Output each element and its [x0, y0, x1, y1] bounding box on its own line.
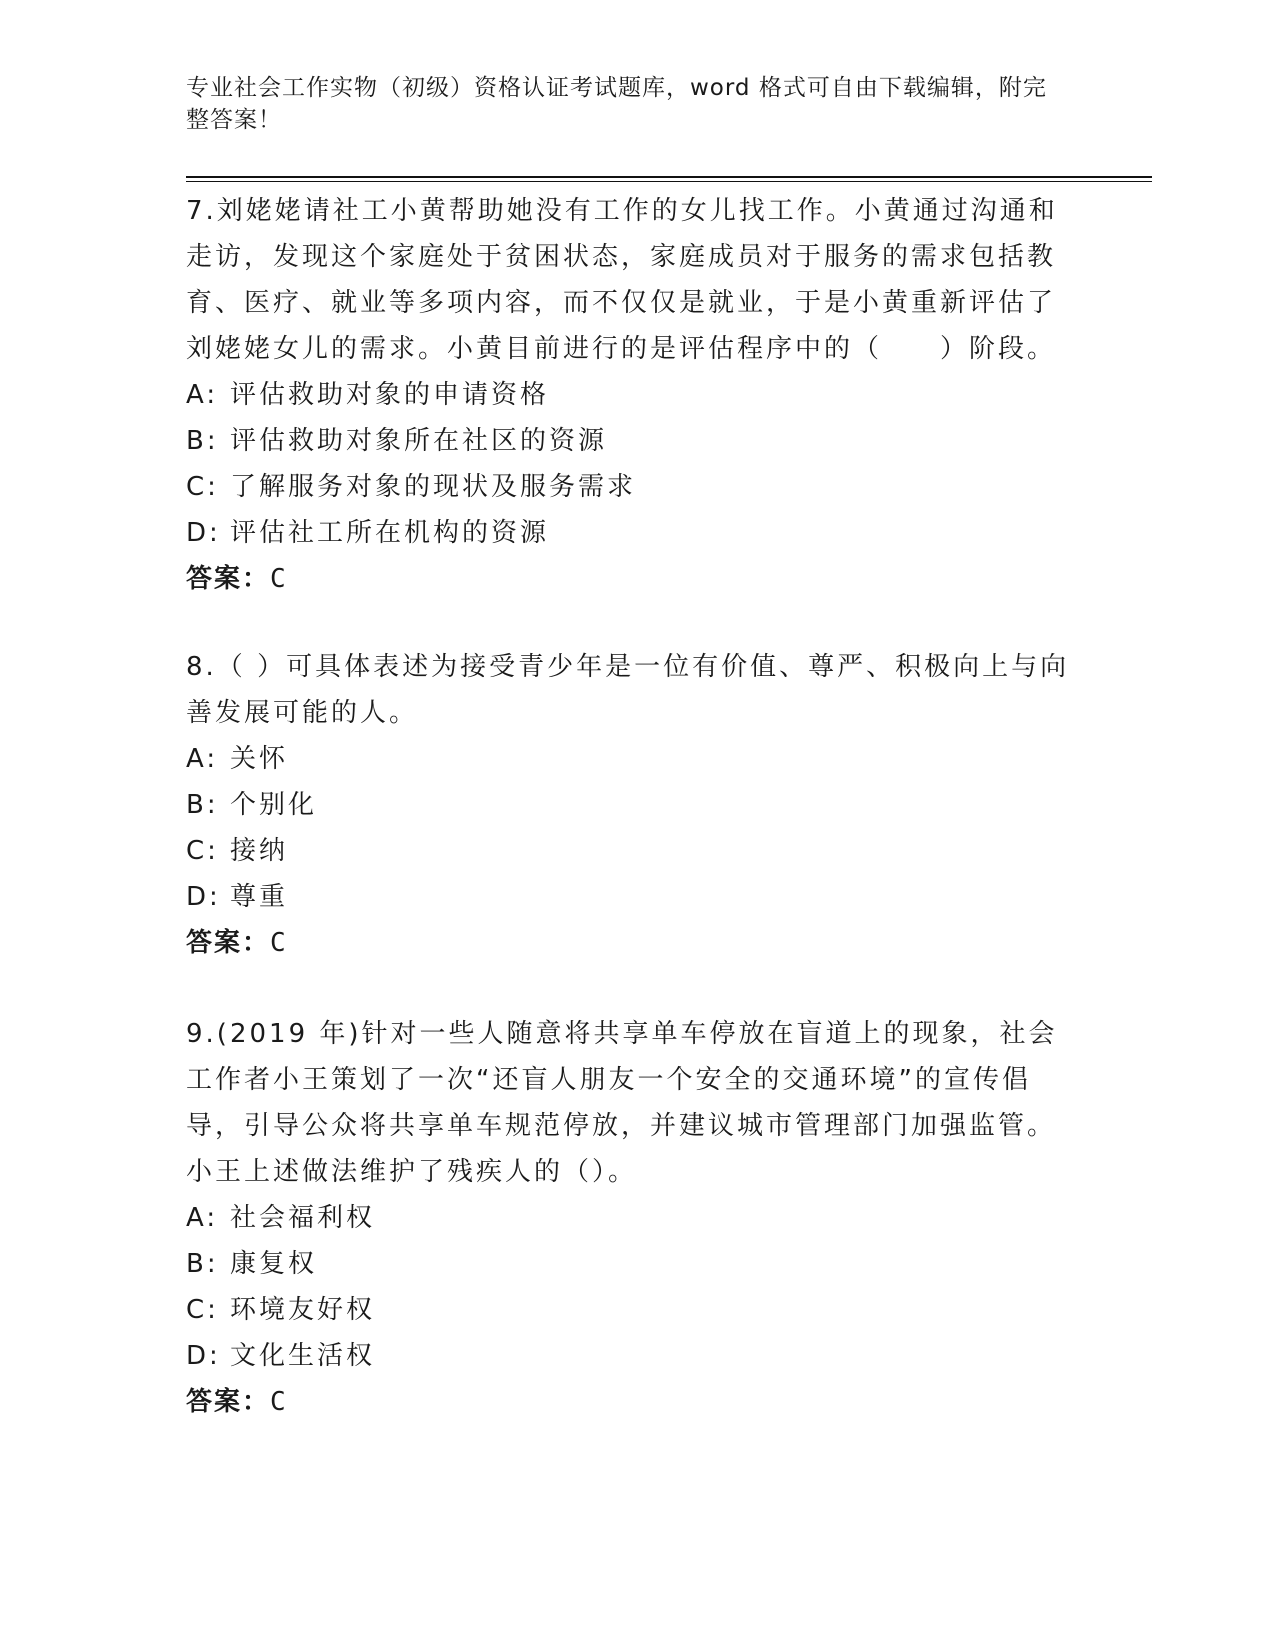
option-text: 尊重 [230, 882, 289, 912]
option-text: 社会福利权 [230, 1203, 376, 1233]
option-a [186, 372, 1076, 418]
option-c [186, 464, 1076, 510]
option-key: B: [186, 790, 219, 820]
option-key: B: [186, 426, 219, 456]
option-key: C: [186, 1295, 219, 1325]
header-rule-thin [186, 181, 1152, 182]
option-text: 评估救助对象的申请资格 [230, 380, 550, 410]
option-key: A: [186, 744, 219, 774]
answer-label: 答案： [186, 564, 271, 594]
option-key: D: [186, 1341, 221, 1371]
option-c [186, 828, 1076, 874]
answer-value: C [270, 928, 288, 958]
option-text: 接纳 [230, 836, 289, 866]
option-b [186, 418, 1076, 464]
option-key: C: [186, 836, 219, 866]
option-a [186, 736, 1076, 782]
answer-value: C [270, 1387, 288, 1417]
option-text: 关怀 [230, 744, 289, 774]
question-7 [186, 188, 1076, 602]
option-key: D: [186, 518, 221, 548]
option-a [186, 1195, 1076, 1241]
answer-line [186, 556, 1076, 602]
option-text: 评估救助对象所在社区的资源 [230, 426, 608, 456]
option-key: C: [186, 472, 219, 502]
question-stem: 8.（ ）可具体表述为接受青少年是一位有价值、尊严、积极向上与向善发展可能的人。 [186, 652, 1070, 728]
question-stem: 7.刘姥姥请社工小黄帮助她没有工作的女儿找工作。小黄通过沟通和走访，发现这个家庭处于贫困状态，家庭成员对于服务的需求包括教育、医疗、就业等多项内容，而不仅仅是就业，于是小黄重新评估了刘姥姥女儿的需求。小黄目前进行的是评估程序中的（ ）阶段。 [186, 196, 1058, 364]
option-d [186, 510, 1076, 556]
answer-label: 答案： [186, 928, 271, 958]
option-b [186, 782, 1076, 828]
option-text: 环境友好权 [230, 1295, 376, 1325]
question-stem: 9.(2019 年)针对一些人随意将共享单车停放在盲道上的现象，社会工作者小王策划了一次“还盲人朋友一个安全的交通环境”的宣传倡导，引导公众将共享单车规范停放，并建议城市管理部门加强监管。小王上述做法维护了残疾人的（）。 [186, 1019, 1058, 1187]
option-key: D: [186, 882, 221, 912]
option-key: B: [186, 1249, 219, 1279]
header-rule-thick [186, 176, 1152, 178]
answer-value: C [270, 564, 288, 594]
option-key: A: [186, 1203, 219, 1233]
option-text: 个别化 [230, 790, 318, 820]
option-key: A: [186, 380, 219, 410]
option-text: 文化生活权 [230, 1341, 376, 1371]
option-c [186, 1287, 1076, 1333]
question-9 [186, 1011, 1076, 1425]
question-8 [186, 644, 1076, 966]
option-b [186, 1241, 1076, 1287]
option-text: 康复权 [230, 1249, 318, 1279]
answer-line [186, 1379, 1076, 1425]
option-text: 了解服务对象的现状及服务需求 [230, 472, 637, 502]
answer-line [186, 920, 1076, 966]
option-d [186, 874, 1076, 920]
document-header: 专业社会工作实物（初级）资格认证考试题库，word 格式可自由下载编辑，附完整答案！ [186, 75, 1047, 133]
answer-label: 答案： [186, 1387, 271, 1417]
option-d [186, 1333, 1076, 1379]
option-text: 评估社工所在机构的资源 [230, 518, 550, 548]
